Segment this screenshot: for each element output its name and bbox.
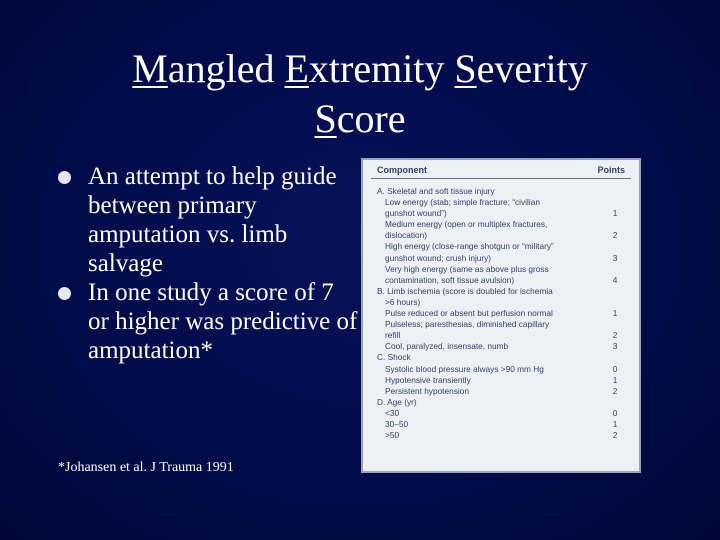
table-body [377, 186, 629, 441]
table-row-points: 2 [612, 430, 618, 441]
table-row-component: Medium energy (open or multiplex fractures, [385, 219, 548, 230]
table-row-points: 4 [612, 274, 618, 285]
table-row-points: 1 [612, 418, 618, 429]
bullet-list [58, 162, 358, 365]
table-row-points: 2 [612, 230, 618, 241]
bullet-item [58, 162, 358, 278]
table-row [377, 386, 629, 397]
table-row-points: 0 [612, 363, 618, 374]
table-row [377, 197, 629, 208]
bullet-dot-icon [58, 171, 71, 184]
title-segment: S [314, 96, 337, 141]
table-row-component: Systolic blood pressure always >90 mm Hg [385, 363, 544, 374]
table-row-component: B. Limb ischemia (score is doubled for ischemia [377, 285, 553, 296]
table-row-points: 1 [612, 374, 618, 385]
title-segment: xtremity [308, 46, 455, 91]
title-segment: S [454, 46, 477, 91]
table-row [377, 397, 629, 408]
table-row-component: <30 [385, 407, 400, 418]
table-row [377, 308, 629, 319]
table-row [377, 430, 629, 441]
table-row [377, 408, 629, 419]
table-row-component: >6 hours) [385, 296, 421, 307]
table-row-component: refill [385, 330, 401, 341]
table-row-component: High energy (close-range shotgun or “military” [385, 241, 554, 252]
table-row-points: 3 [612, 341, 618, 352]
table-row-component: C. Shock [377, 352, 411, 363]
table-row [377, 319, 629, 330]
bullet-item [58, 278, 358, 365]
table-row-component: Very high energy (same as above plus gross [385, 263, 549, 274]
bullet-text: In one study a score of 7 or higher was predictive of amputation* [88, 279, 358, 364]
footnote: *Johansen et al. J Trauma 1991 [58, 460, 234, 475]
table-row [377, 375, 629, 386]
table-row-points: 1 [612, 208, 618, 219]
table-row-component: 30–50 [385, 418, 409, 429]
table-row [377, 286, 629, 297]
table-row [377, 253, 629, 264]
title-segment: everity [476, 46, 588, 91]
table-row [377, 208, 629, 219]
title-segment: E [284, 46, 309, 91]
table-row [377, 230, 629, 241]
table-row [377, 275, 629, 286]
table-row-component: Pulse reduced or absent but perfusion normal [385, 308, 553, 319]
table-row-points: 2 [612, 385, 618, 396]
table-row [377, 297, 629, 308]
slide-title [60, 44, 660, 144]
table-row-component: Low energy (stab; simple fracture; “civilian [385, 197, 540, 208]
table-row [377, 419, 629, 430]
bullet-text: An attempt to help guide between primary amputation vs. limb salvage [88, 163, 337, 277]
table-row [377, 241, 629, 252]
table-row-points: 0 [612, 407, 618, 418]
bullet-dot-icon [58, 287, 71, 300]
table-row-component: contamination, soft tissue avulsion) [385, 274, 515, 285]
table-row-component: Cool, paralyzed, insensate, numb [385, 341, 509, 352]
table-row-component: dislocation) [385, 230, 427, 241]
table-row-points: 1 [612, 308, 618, 319]
title-segment: core [336, 96, 406, 141]
table-row [377, 352, 629, 363]
table-header-component: Component [377, 165, 427, 175]
score-table-photo [363, 160, 639, 471]
table-row-component: Hypotensive transiently [385, 374, 471, 385]
table-row-component: gunshot wound”) [385, 208, 447, 219]
table-row [377, 341, 629, 352]
table-row-points: 2 [612, 330, 618, 341]
table-row [377, 264, 629, 275]
table-row [377, 330, 629, 341]
title-segment: angled [167, 46, 285, 91]
table-row-component: Persistent hypotension [385, 385, 469, 396]
table-row-component: Pulseless; paresthesias, diminished capillary [385, 319, 550, 330]
table-row [377, 219, 629, 230]
table-row [377, 186, 629, 197]
title-segment: M [132, 46, 168, 91]
table-header-points: Points [597, 165, 625, 175]
table-row-component: gunshot wound; crush injury) [385, 252, 492, 263]
table-row-component: D. Age (yr) [377, 396, 417, 407]
table-row-points: 3 [612, 252, 618, 263]
table-header [371, 164, 631, 179]
table-row [377, 364, 629, 375]
slide-title-line-1 [60, 44, 660, 94]
table-row-component: >50 [385, 430, 400, 441]
table-row-component: A. Skeletal and soft tissue injury [377, 186, 495, 196]
slide-title-line-2 [60, 94, 660, 144]
